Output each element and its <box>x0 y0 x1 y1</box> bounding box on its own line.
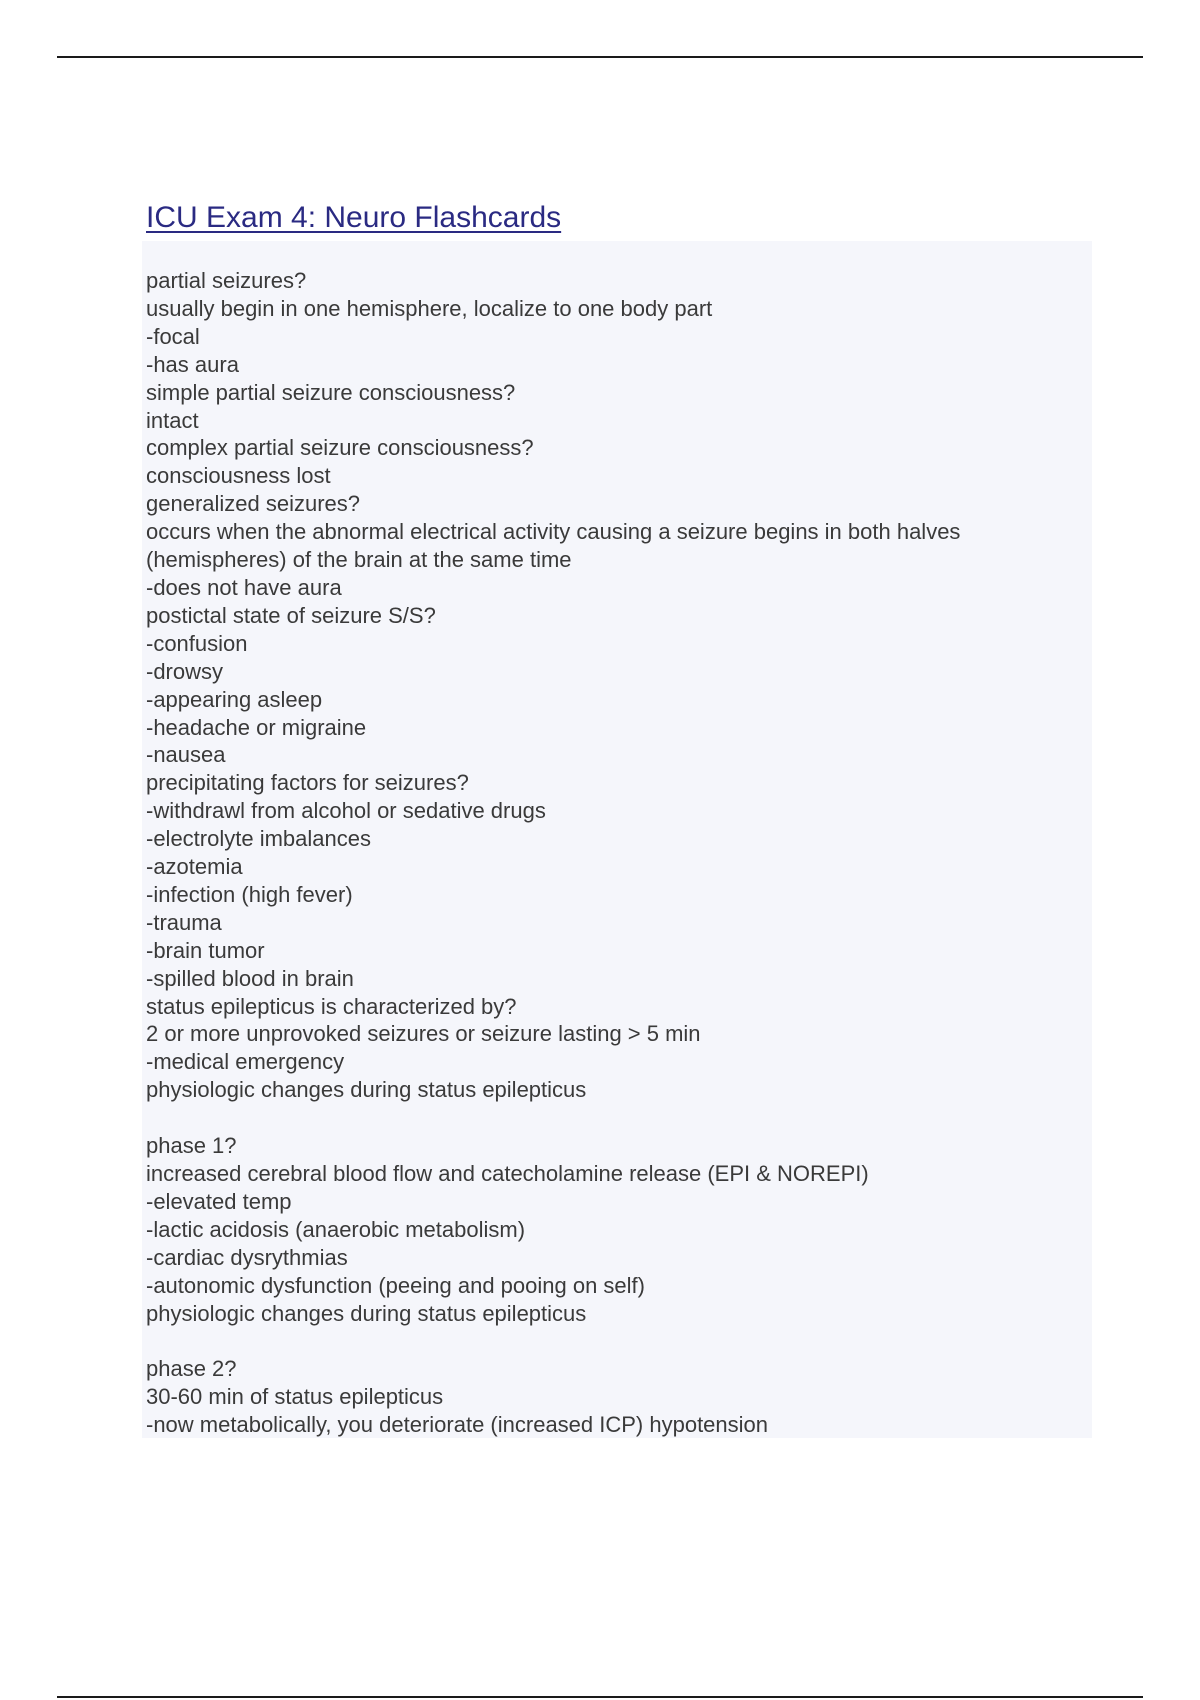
content-line: phase 1? <box>146 1133 237 1159</box>
content-line: -spilled blood in brain <box>146 965 354 991</box>
content-line: generalized seizures? <box>146 491 361 517</box>
blank-line <box>146 1327 1092 1355</box>
content-line: -confusion <box>146 630 248 656</box>
content-line: -autonomic dysfunction (peeing and pooing on self) <box>146 1272 645 1298</box>
content-line: complex partial seizure consciousness? <box>146 435 534 461</box>
flashcard-content <box>142 241 1092 1438</box>
content-line: physiologic changes during status epilepticus <box>146 1300 587 1326</box>
content-line: -does not have aura <box>146 574 342 600</box>
document-title[interactable]: ICU Exam 4: Neuro Flashcards <box>146 201 562 234</box>
content-line: -nausea <box>146 742 226 768</box>
content-line: consciousness lost <box>146 463 331 489</box>
content-line: -infection (high fever) <box>146 881 353 907</box>
content-line: occurs when the abnormal electrical activity causing a seizure begins in both halves <box>146 519 961 545</box>
content-line: -appearing asleep <box>146 686 323 712</box>
content-line: -now metabolically, you deteriorate (increased ICP) hypotension <box>146 1412 769 1438</box>
content-line: -headache or migraine <box>146 714 367 740</box>
content-line: -has aura <box>146 351 239 377</box>
content-line: -azotemia <box>146 854 243 880</box>
content-line: -lactic acidosis (anaerobic metabolism) <box>146 1216 526 1242</box>
bottom-divider <box>57 1696 1143 1698</box>
blank-line <box>146 1104 1092 1132</box>
content-line: -elevated temp <box>146 1188 292 1214</box>
content-line: physiologic changes during status epilepticus <box>146 1077 587 1103</box>
top-divider <box>57 56 1143 58</box>
content-line: 2 or more unprovoked seizures or seizure lasting > 5 min <box>146 1021 701 1047</box>
content-line: -focal <box>146 323 200 349</box>
content-line: -withdrawl from alcohol or sedative drugs <box>146 798 546 824</box>
content-line: -trauma <box>146 909 222 935</box>
content-line: (hemispheres) of the brain at the same time <box>146 547 572 573</box>
content-line: -brain tumor <box>146 937 265 963</box>
content-line: 30-60 min of status epilepticus <box>146 1384 444 1410</box>
content-line: -cardiac dysrythmias <box>146 1244 348 1270</box>
content-line: -electrolyte imbalances <box>146 826 371 852</box>
content-line: -drowsy <box>146 658 224 684</box>
content-line: postictal state of seizure S/S? <box>146 602 436 628</box>
content-line: increased cerebral blood flow and catecholamine release (EPI & NOREPI) <box>146 1160 869 1186</box>
content-line: precipitating factors for seizures? <box>146 770 469 796</box>
content-line: status epilepticus is characterized by? <box>146 993 517 1019</box>
content-line: intact <box>146 407 199 433</box>
content-line: partial seizures? <box>146 268 307 293</box>
content-line: -medical emergency <box>146 1049 345 1075</box>
content-line: phase 2? <box>146 1356 237 1382</box>
content-line: simple partial seizure consciousness? <box>146 379 516 405</box>
content-line: usually begin in one hemisphere, localize to one body part <box>146 295 713 321</box>
